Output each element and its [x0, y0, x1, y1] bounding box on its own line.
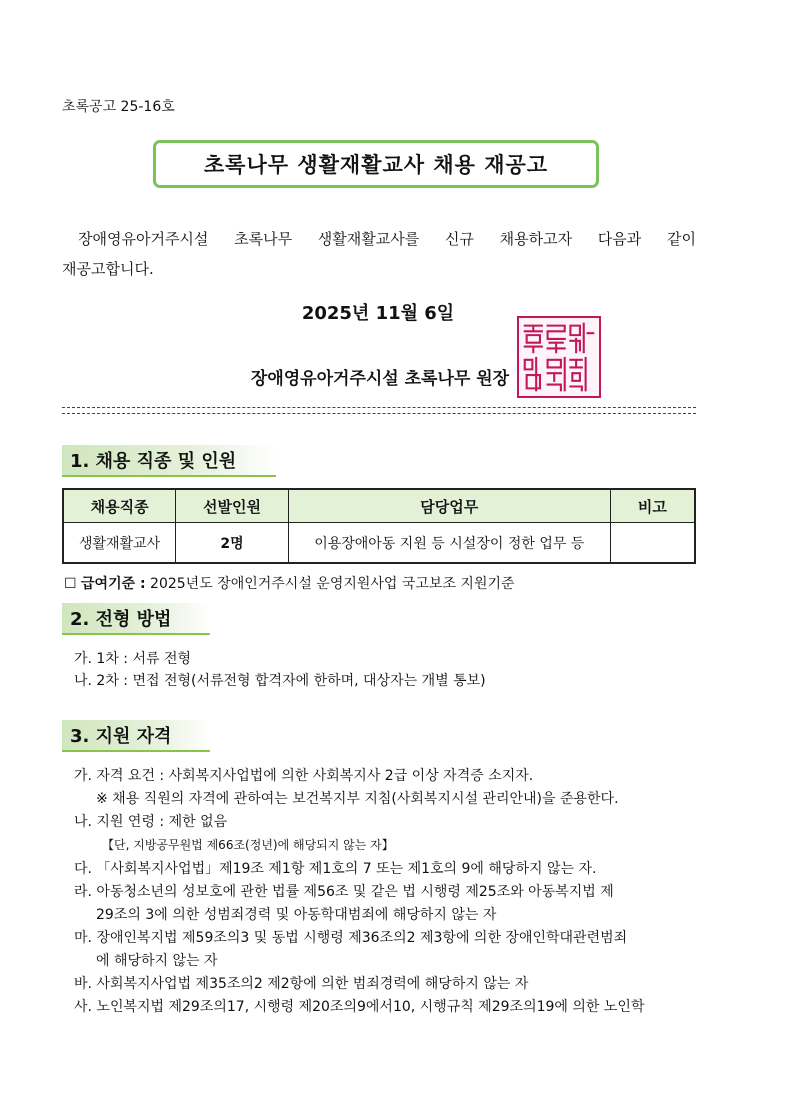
table-header-row	[63, 489, 695, 523]
intro-word: 다음과	[597, 230, 642, 248]
list-item: 가. 자격 요건 : 사회복지사업법에 의한 사회복지사 2급 이상 자격증 소지자.	[74, 768, 534, 784]
section-1-heading-text: 1. 채용 직종 및 인원	[70, 451, 237, 472]
pay-standard-label: 급여기준 :	[81, 576, 146, 592]
divider-dashed-bottom	[62, 413, 696, 414]
list-item-continued: 29조의 3에 의한 성범죄경력 및 아동학대범죄에 해당하지 않는 자	[96, 907, 497, 923]
intro-word: 생활재활교사를	[317, 230, 420, 248]
list-item-continued: 에 해당하지 않는 자	[96, 953, 218, 969]
table-header-cell: 비고	[610, 489, 695, 523]
intro-word: 신규	[444, 230, 474, 248]
section-3-heading	[62, 720, 210, 752]
notice-date: 2025년 11월 6일	[301, 303, 455, 324]
intro-word: 초록나무	[234, 230, 293, 248]
section-1-heading	[62, 445, 276, 477]
checkbox-icon: ☐	[64, 576, 77, 592]
table-header-cell: 담당업무	[288, 489, 610, 523]
job-type-cell: 생활재활교사	[63, 523, 176, 564]
pay-standard-text: 2025년도 장애인거주시설 운영지원사업 국고보조 지원기준	[150, 576, 515, 592]
intro-line-2: 재공고합니다.	[62, 260, 154, 278]
notice-number: 초록공고 25-16호	[62, 99, 175, 115]
official-seal-stamp	[517, 316, 601, 398]
page-title-text: 초록나무 생활재활교사 채용 재공고	[203, 153, 549, 177]
list-item: 마. 장애인복지법 제59조의3 및 동법 시행령 제36조의2 제3항에 의한 장애인학대관련범죄	[74, 930, 628, 946]
table-row	[63, 523, 695, 564]
divider-dashed-top	[62, 407, 696, 408]
intro-word: 장애영유아거주시설	[78, 230, 209, 248]
table-header-cell: 선발인원	[176, 489, 289, 523]
intro-word: 채용하고자	[499, 230, 573, 248]
recruitment-table	[62, 488, 696, 564]
table-header-cell: 채용직종	[63, 489, 176, 523]
intro-paragraph	[62, 224, 696, 284]
duty-cell: 이용장애아동 지원 등 시설장이 정한 업무 등	[288, 523, 610, 564]
section-3-heading-text: 3. 지원 자격	[70, 726, 172, 747]
list-item: 사. 노인복지법 제29조의17, 시행령 제20조의9에서10, 시행규칙 제29조의19에 의한 노인학	[74, 999, 645, 1015]
headcount-cell: 2명	[176, 523, 289, 564]
list-item: 바. 사회복지사업법 제35조의2 제2항에 의한 범죄경력에 해당하지 않는 자	[74, 976, 529, 992]
intro-word: 같이	[666, 230, 696, 248]
list-item: 다. 「사회복지사업법」제19조 제1항 제1호의 7 또는 제1호의 9에 해당하지 않는 자.	[74, 861, 597, 877]
pay-standard	[64, 573, 515, 593]
section-2-heading-text: 2. 전형 방법	[70, 609, 172, 630]
note-text: 【단, 지방공무원법 제66조(정년)에 해당되지 않는 자】	[102, 838, 394, 852]
seal-glyphs	[519, 318, 599, 396]
page-title	[153, 140, 599, 188]
list-item: 나. 2차 : 면접 전형(서류전형 합격자에 한하며, 대상자는 개별 통보)	[74, 673, 486, 689]
list-item: 라. 아동청소년의 성보호에 관한 법률 제56조 및 같은 법 시행령 제25조와 아동복지법 제	[74, 884, 614, 900]
section-2-heading	[62, 603, 210, 635]
intro-line-1	[62, 224, 696, 254]
remarks-cell	[610, 523, 695, 564]
note-text: ※ 채용 직원의 자격에 관하여는 보건복지부 지침(사회복지시설 관리안내)을 준용한다.	[96, 791, 619, 807]
issuer-name: 장애영유아거주시설 초록나무 원장	[250, 369, 510, 389]
list-item: 나. 지원 연령 : 제한 없음	[74, 814, 228, 830]
list-item: 가. 1차 : 서류 전형	[74, 651, 192, 667]
